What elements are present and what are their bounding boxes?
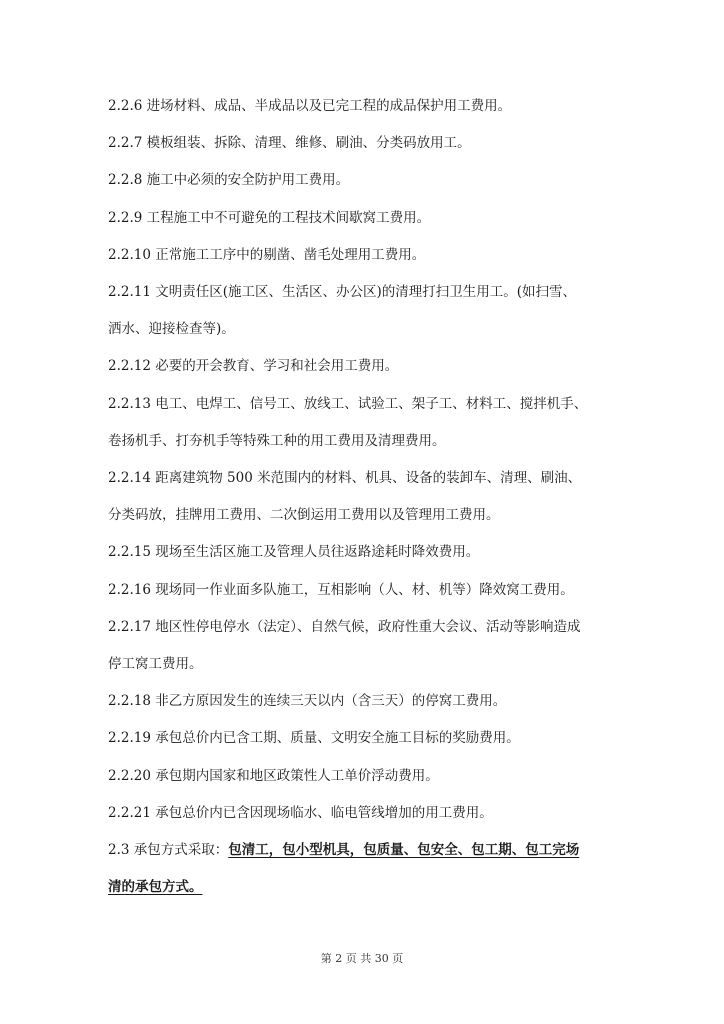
clause-line: 停工窝工费用。 [108,655,203,672]
clause-2-3-line-2 [108,869,628,906]
clause-line: 2.2.6 进场材料、成品、半成品以及已完工程的成品保护用工费用。 [108,98,512,114]
clause-2-2-15 [108,534,628,571]
clause-line: 2.2.19 承包总价内已含工期、质量、文明安全施工目标的奖励费用。 [108,730,520,747]
clause-2-2-8 [108,162,628,199]
clause-line: 2.2.15 现场至生活区施工及管理人员往返路途耗时降效费用。 [108,544,480,561]
clause-2-2-20 [108,758,628,795]
clause-line: 2.2.21 承包总价内已含因现场临水、临电管线增加的用工费用。 [108,804,493,821]
clause-line: 2.2.12 必要的开会教育、学习和社会用工费用。 [108,358,399,375]
clause-2-3-line-1 [108,832,628,869]
clause-2-3-bold-text: 包清工，包小型机具，包质量、包安全、包工期、包工完场 [228,842,580,858]
clause-2-2-10 [108,237,628,274]
clause-line: 分类码放，挂牌用工费用、二次倒运用工费用以及管理用工费用。 [108,507,500,523]
clause-line: 2.2.8 施工中必须的安全防护用工费用。 [108,172,350,189]
clause-2-2-18 [108,683,628,720]
clause-line: 2.2.9 工程施工中不可避免的工程技术间歇窝工费用。 [108,209,431,226]
clause-2-2-7 [108,125,628,162]
clause-2-2-17 [108,609,628,683]
clause-line: 2.2.14 距离建筑物 500 米范围内的材料、机具、设备的装卸车、清理、刷油、 [108,470,582,486]
clause-line: 2.2.17 地区性停电停水（法定）、自然气候，政府性重大会议、活动等影响造成 [108,618,581,635]
page-number-footer: 第 2 页 共 30 页 [320,952,404,965]
clause-line: 2.2.16 现场同一作业面多队施工，互相影响（人、材、机等）降效窝工费用。 [108,581,574,598]
clause-2-2-19 [108,720,628,757]
clause-2-3-bold-text-cont: 清的承包方式。 [108,879,203,895]
clause-line: 卷扬机手、打夯机手等特殊工种的用工费用及清理费用。 [108,432,446,449]
clause-line: 2.2.13 电工、电焊工、信号工、放线工、试验工、架子工、材料工、搅拌机手、 [108,395,588,412]
clause-line: 2.2.18 非乙方原因发生的连续三天以内（含三天）的停窝工费用。 [108,693,507,710]
clause-2-2-13 [108,386,628,460]
clause-line: 2.2.11 文明责任区(施工区、生活区、办公区)的清理打扫卫生用工。(如扫雪、 [108,284,577,300]
clause-line: 2.2.10 正常施工工序中的剔凿、凿毛处理用工费用。 [108,246,426,263]
clause-2-2-21 [108,795,628,832]
clause-line: 洒水、迎接检查等)。 [108,321,235,337]
clause-2-3-prefix: 2.3 承包方式采取： [108,842,229,858]
clause-2-2-9 [108,200,628,237]
clause-2-2-16 [108,572,628,609]
clause-2-2-14 [108,460,628,534]
clause-line: 2.2.7 模板组装、拆除、清理、维修、刷油、分类码放用工。 [108,135,471,152]
clause-line: 2.2.20 承包期内国家和地区政策性人工单价浮动费用。 [108,767,439,784]
clause-2-2-11 [108,274,628,348]
clause-2-3 [108,832,628,906]
clause-2-2-6 [108,88,628,125]
clause-2-2-12 [108,348,628,385]
